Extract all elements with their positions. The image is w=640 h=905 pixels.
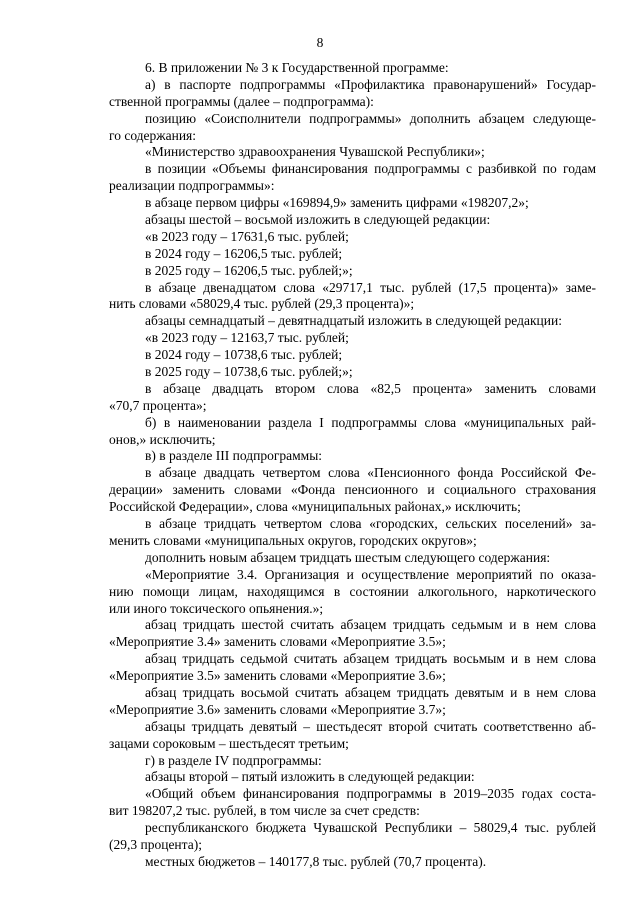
text-line: а) в паспорте подпрограммы «Профилактика правонарушений» Государ- bbox=[145, 76, 596, 92]
text-line: нию помощи лицам, находящимся в состоянии алкогольного, наркотического bbox=[109, 583, 596, 599]
text-line: абзац тридцать шестой считать абзацем тридцать седьмым и в нем слова bbox=[145, 617, 596, 633]
text-line: «Мероприятие 3.4. Организация и осуществление мероприятий по оказа- bbox=[145, 566, 596, 582]
text-line: б) в наименовании раздела I подпрограммы слова «муниципальных рай- bbox=[145, 414, 596, 430]
text-line: (29,3 процента); bbox=[109, 836, 202, 852]
text-line: в позиции «Объемы финансирования подпрограммы с разбивкой по годам bbox=[145, 161, 596, 177]
text-line: «Общий объем финансирования подпрограммы в 2019–2035 годах соста- bbox=[145, 786, 596, 802]
text-line: в 2024 году – 10738,6 тыс. рублей; bbox=[145, 347, 343, 363]
text-line: позицию «Соисполнители подпрограммы» дополнить абзацем следующе- bbox=[145, 110, 596, 126]
text-line: республиканского бюджета Чувашской Республики – 58029,4 тыс. рублей bbox=[145, 820, 596, 836]
text-line: реализации подпрограммы»: bbox=[109, 178, 275, 194]
text-line: «Мероприятие 3.4» заменить словами «Мероприятие 3.5»; bbox=[109, 634, 446, 650]
text-line: в абзаце первом цифры «169894,9» заменить цифрами «198207,2»; bbox=[145, 195, 529, 211]
text-line: вит 198207,2 тыс. рублей, в том числе за счет средств: bbox=[109, 803, 420, 819]
text-line: «в 2023 году – 12163,7 тыс. рублей; bbox=[145, 330, 349, 346]
text-line: «Министерство здравоохранения Чувашской Республики»; bbox=[145, 144, 485, 160]
text-line: в 2025 году – 16206,5 тыс. рублей;»; bbox=[145, 262, 353, 278]
text-line: 6. В приложении № 3 к Государственной программе: bbox=[145, 60, 449, 75]
text-line: го содержания: bbox=[109, 127, 197, 143]
text-line: абзац тридцать седьмой считать абзацем тридцать восьмым и в нем слова bbox=[145, 651, 596, 667]
text-line: местных бюджетов – 140177,8 тыс. рублей (70,7 процента). bbox=[145, 853, 487, 869]
text-line: онов,» исключить; bbox=[109, 431, 216, 447]
text-line: «Мероприятие 3.6» заменить словами «Мероприятие 3.7»; bbox=[109, 701, 446, 717]
text-line: в абзаце двадцать четвертом слова «Пенсионного фонда Российской Фе- bbox=[145, 465, 596, 481]
page-number: 8 bbox=[316, 35, 324, 50]
text-line: абзацы второй – пятый изложить в следующей редакции: bbox=[145, 769, 475, 785]
text-line: абзацы шестой – восьмой изложить в следующей редакции: bbox=[145, 212, 491, 228]
text-line: дополнить новым абзацем тридцать шестым следующего содержания: bbox=[145, 549, 551, 565]
text-line: абзац тридцать восьмой считать абзацем тридцать девятым и в нем слова bbox=[145, 684, 596, 700]
text-line: в) в разделе III подпрограммы: bbox=[145, 448, 323, 464]
text-line: абзацы тридцать девятый – шестьдесят второй считать соответственно аб- bbox=[145, 718, 596, 734]
text-line: нить словами «58029,4 тыс. рублей (29,3 процента)»; bbox=[109, 296, 415, 312]
document-body bbox=[109, 60, 596, 871]
text-line: «Мероприятие 3.5» заменить словами «Мероприятие 3.6»; bbox=[109, 668, 446, 684]
text-line: в абзаце двадцать втором слова «82,5 процента» заменить словами bbox=[145, 380, 596, 396]
text-line: дерации» заменить словами «Фонда пенсионного и социального страхования bbox=[109, 482, 596, 498]
text-line: в абзаце тридцать четвертом слова «городских, сельских поселений» за- bbox=[145, 516, 596, 532]
text-line: в 2025 году – 10738,6 тыс. рублей;»; bbox=[145, 364, 353, 380]
text-line: в 2024 году – 16206,5 тыс. рублей; bbox=[145, 245, 343, 261]
text-line: «в 2023 году – 17631,6 тыс. рублей; bbox=[145, 228, 349, 244]
text-line: менить словами «муниципальных округов, городских округов»; bbox=[109, 532, 477, 548]
text-line: ственной программы (далее – подпрограмма): bbox=[109, 93, 374, 109]
text-line: в абзаце двенадцатом слова «29717,1 тыс. рублей (17,5 процента)» заме- bbox=[145, 279, 596, 295]
text-line: г) в разделе IV подпрограммы: bbox=[145, 752, 322, 768]
text-line: абзацы семнадцатый – девятнадцатый изложить в следующей редакции: bbox=[145, 313, 562, 329]
text-line: или иного токсического опьянения.»; bbox=[109, 600, 324, 616]
text-line: «70,7 процента»; bbox=[109, 397, 207, 413]
text-line: Российской Федерации», слова «муниципальных районах,» исключить; bbox=[109, 499, 521, 515]
text-line: зацами сороковым – шестьдесят третьим; bbox=[109, 735, 349, 751]
